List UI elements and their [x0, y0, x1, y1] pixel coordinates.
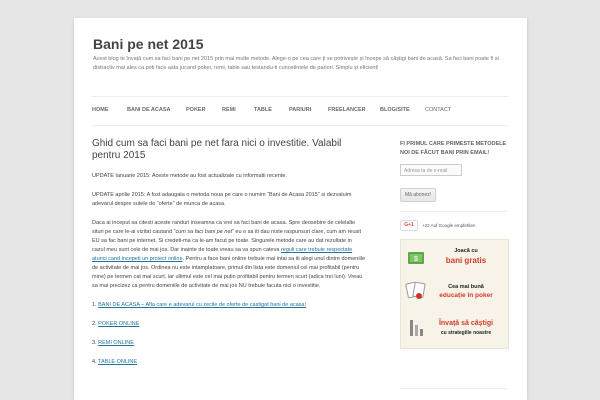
email-input[interactable]: Adresa ta de e-mail — [400, 164, 462, 176]
subscribe-button[interactable]: Mă abonez! — [400, 188, 436, 202]
nav-item-contact[interactable]: CONTACT — [425, 107, 452, 113]
money-icon — [407, 250, 425, 266]
ad-line2-big: educație în poker — [439, 292, 493, 299]
list-number: 2. — [92, 321, 97, 327]
svg-text:$: $ — [414, 256, 418, 263]
site-title[interactable]: Bani pe net 2015 — [93, 36, 204, 52]
newsletter-widget-title: FI PRIMUL CARE PRIMESTE METODELE NOI DE FĂCUT BANI PRIN EMAIL! — [400, 141, 507, 156]
chip-stack-icon — [407, 316, 425, 338]
nav-item-remi[interactable]: REMI — [222, 107, 236, 113]
ad-line1-big: bani gratis — [445, 256, 487, 265]
link-table-online[interactable]: TABLE ONLINE — [98, 359, 138, 365]
link-remi-online[interactable]: REMI ONLINE — [98, 340, 134, 346]
page-container — [74, 18, 527, 400]
update-january: UPDATE Ianuarie 2015: Aceste metode au fost actualizate cu informatii recente. — [92, 173, 287, 179]
link-bani-de-acasa[interactable]: BANI DE ACASA – Afla care e adevarul cu zecile de oferte de castigat bani de acasa! — [98, 302, 307, 308]
update-april: UPDATE aprilie 2015: A fost adaugata o metoda noua pe care o numim “Bani de Acasa 2015” si dezvaluim adevarul despre sutele de “oferte” de munca de acasa. — [92, 192, 352, 207]
nav-item-blog-site[interactable]: BLOG/SITE — [380, 107, 410, 113]
google-plus-button[interactable]: G+1 — [400, 220, 418, 231]
divider — [400, 211, 507, 212]
intro-emphasis: cum sa faci bani pe net — [175, 229, 233, 235]
nav-item-bani-de-acasa[interactable]: BANI DE ACASA — [127, 107, 171, 113]
intro-text-b: ” eu o sa iti dau niste raspunsuri clare, cum am reusit EU sa fac bani pe internet. Si credeti-ma ca le-am facut pe toate. Singurele metode care au dat rezultate in cazul meu sunt cele de mai jos. Dar inainte de toate vreau sa va spun cateva — [92, 229, 362, 253]
sidebar — [400, 140, 508, 349]
list-item — [92, 320, 366, 329]
list-number: 1. — [92, 302, 97, 308]
list-number: 4. — [92, 359, 97, 365]
list-item — [92, 358, 366, 367]
nav-item-freelancer[interactable]: FREELANCER — [328, 107, 366, 113]
main-navigation — [92, 96, 508, 126]
article-title: Ghid cum sa faci bani pe net fara nici o investitie. Valabil pentru 2015 — [92, 138, 342, 161]
google-plus-count: +22 Auf Google empfehlen — [422, 222, 476, 228]
link-poker-online[interactable]: POKER ONLINE — [98, 321, 140, 327]
rules-link[interactable]: reguli care trebuie respectate atunci cand incepeti un proiect online — [92, 247, 353, 262]
intro-text-a: Daca ai inceput sa citesti aceste randuri inseamna ca vrei sa faci bani de acasa. Spre deosebire de celelalte situri pe care le-ai vizitat cautand “ — [92, 220, 356, 235]
site-description: Acest blog te învață cum sa faci bani pe net 2015 prin mai multe metode. Alege-o pe cea care ți se potrivește și începe să câștigi bani de acasă. Sa faci bani poate fi si distractiv mai ales ca poti face asta jucand poker, remi, table sau testandu-ti cunostintele de pariori. Simplu și eficient! — [93, 56, 499, 71]
cards-icon — [405, 280, 427, 300]
google-plus-widget — [400, 219, 508, 231]
nav-item-pariuri[interactable]: PARIURI — [289, 107, 312, 113]
nav-item-home[interactable]: HOME — [92, 107, 109, 113]
intro-text-c: . Pentru a face bani online trebuie mai intai sa iti alegi unul dintre domeniile de activitate de mai jos. Ordinea nu este intamplatoare, primul din lista este domeniul cel mai profitabil (pentru mine) pe termen cat mai scurt, iar ultimul este cel mai putin profitabil pentru termen scurt (adica trei luni). Vreau sa mai precizez ca pentru domeniile de activitate de mai jos NU trebuie facuta nici o investitie. — [92, 256, 366, 289]
intro-paragraph — [92, 219, 366, 291]
list-item — [92, 301, 366, 310]
poker-ad-banner[interactable] — [400, 239, 509, 349]
ad-line2-small: Cea mai bună — [448, 284, 484, 290]
ad-line3-big: Învață să câștigi — [438, 320, 494, 327]
divider — [400, 388, 507, 389]
ad-line1-small: Joacă cu — [454, 248, 478, 254]
article-content — [92, 138, 366, 377]
list-number: 3. — [92, 340, 97, 346]
nav-item-poker[interactable]: POKER — [186, 107, 206, 113]
list-item — [92, 339, 366, 348]
nav-item-table[interactable]: TABLE — [254, 107, 272, 113]
ad-line3-small: cu strategiile noastre — [440, 330, 492, 336]
